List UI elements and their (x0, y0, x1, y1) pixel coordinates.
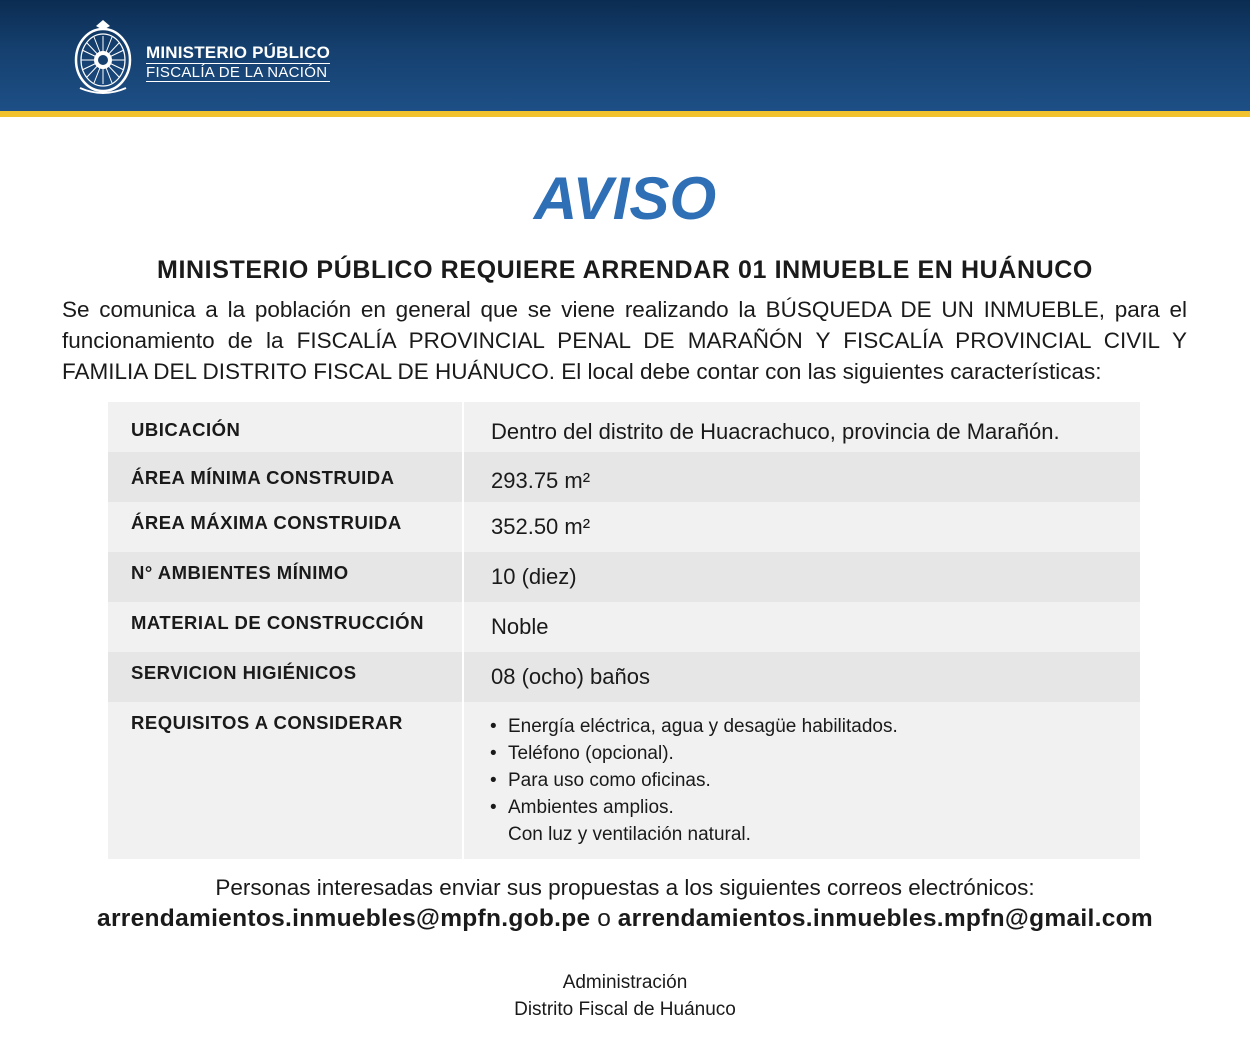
list-item-text: Teléfono (opcional). (508, 743, 674, 764)
row-value: 08 (ocho) baños (491, 664, 650, 689)
row-label: ÁREA MÍNIMA CONSTRUIDA (108, 452, 464, 502)
header-band (0, 0, 1250, 111)
contact-text: Personas interesadas enviar sus propuestas a los siguientes correos electrónicos: (215, 875, 1035, 900)
requirements-table (108, 402, 1140, 859)
notice-subtitle: MINISTERIO PÚBLICO REQUIERE ARRENDAR 01 INMUEBLE EN HUÁNUCO (157, 256, 1093, 284)
row-value: 10 (diez) (491, 564, 577, 589)
notice-intro: Se comunica a la población en general que se viene realizando la BÚSQUEDA DE UN INMUEBLE, para el funcionamiento de la FISCALÍA PROVINCIAL PENAL DE MARAÑÓN Y FISCALÍA PROVINCIAL CIVIL Y FAMILIA DEL DISTRITO FISCAL DE HUÁNUCO. El local debe contar con las siguientes características: (62, 297, 1187, 384)
list-item-continuation (490, 821, 1140, 848)
row-value: Noble (491, 614, 549, 639)
header-accent-stripe (0, 111, 1250, 117)
requirements-list (490, 713, 1140, 848)
list-item-text: Para uso como oficinas. (508, 770, 711, 791)
notice-title: AVISO (533, 165, 717, 232)
bullet-icon: • (490, 743, 497, 764)
email-separator: o (597, 905, 611, 932)
email-secondary-link[interactable]: arrendamientos.inmuebles.mpfn@gmail.com (617, 905, 1153, 932)
table-row (108, 652, 1140, 702)
list-item (490, 767, 1140, 794)
requirements-list-cell (464, 702, 1140, 859)
table-row (108, 402, 1140, 452)
row-label: UBICACIÓN (108, 402, 464, 452)
list-item-text: Ambientes amplios. (508, 797, 674, 818)
list-item-text: Con luz y ventilación natural. (508, 824, 751, 845)
bullet-icon: • (490, 797, 497, 818)
bullet-icon: • (490, 716, 497, 737)
table-row (108, 552, 1140, 602)
contact-emails (0, 903, 1250, 935)
list-item (490, 740, 1140, 767)
row-value: Dentro del distrito de Huacrachuco, provincia de Marañón. (491, 419, 1060, 444)
email-primary-link[interactable]: arrendamientos.inmuebles@mpfn.gob.pe (97, 905, 591, 932)
list-item-text: Energía eléctrica, agua y desagüe habilitados. (508, 716, 898, 737)
row-label: MATERIAL DE CONSTRUCCIÓN (108, 602, 464, 652)
footer-signature (0, 969, 1250, 1023)
footer-line-1: Administración (562, 972, 688, 993)
org-logotype (146, 44, 330, 82)
row-label: ÁREA MÁXIMA CONSTRUIDA (108, 502, 464, 552)
footer-line-2: Distrito Fiscal de Huánuco (514, 999, 736, 1020)
table-row (108, 452, 1140, 502)
org-subname: FISCALÍA DE LA NACIÓN (146, 64, 330, 82)
table-row (108, 602, 1140, 652)
list-item (490, 794, 1140, 821)
row-label: REQUISITOS A CONSIDERAR (108, 702, 464, 859)
row-value: 293.75 m² (491, 468, 591, 493)
row-label: SERVICION HIGIÉNICOS (108, 652, 464, 702)
row-label: N° AMBIENTES MÍNIMO (108, 552, 464, 602)
table-row-requirements (108, 702, 1140, 859)
ministerio-publico-seal-icon (72, 18, 134, 98)
row-value: 352.50 m² (491, 514, 591, 539)
bullet-icon: • (490, 770, 497, 791)
org-name: MINISTERIO PÚBLICO (146, 43, 330, 62)
table-row (108, 502, 1140, 552)
list-item (490, 713, 1140, 740)
